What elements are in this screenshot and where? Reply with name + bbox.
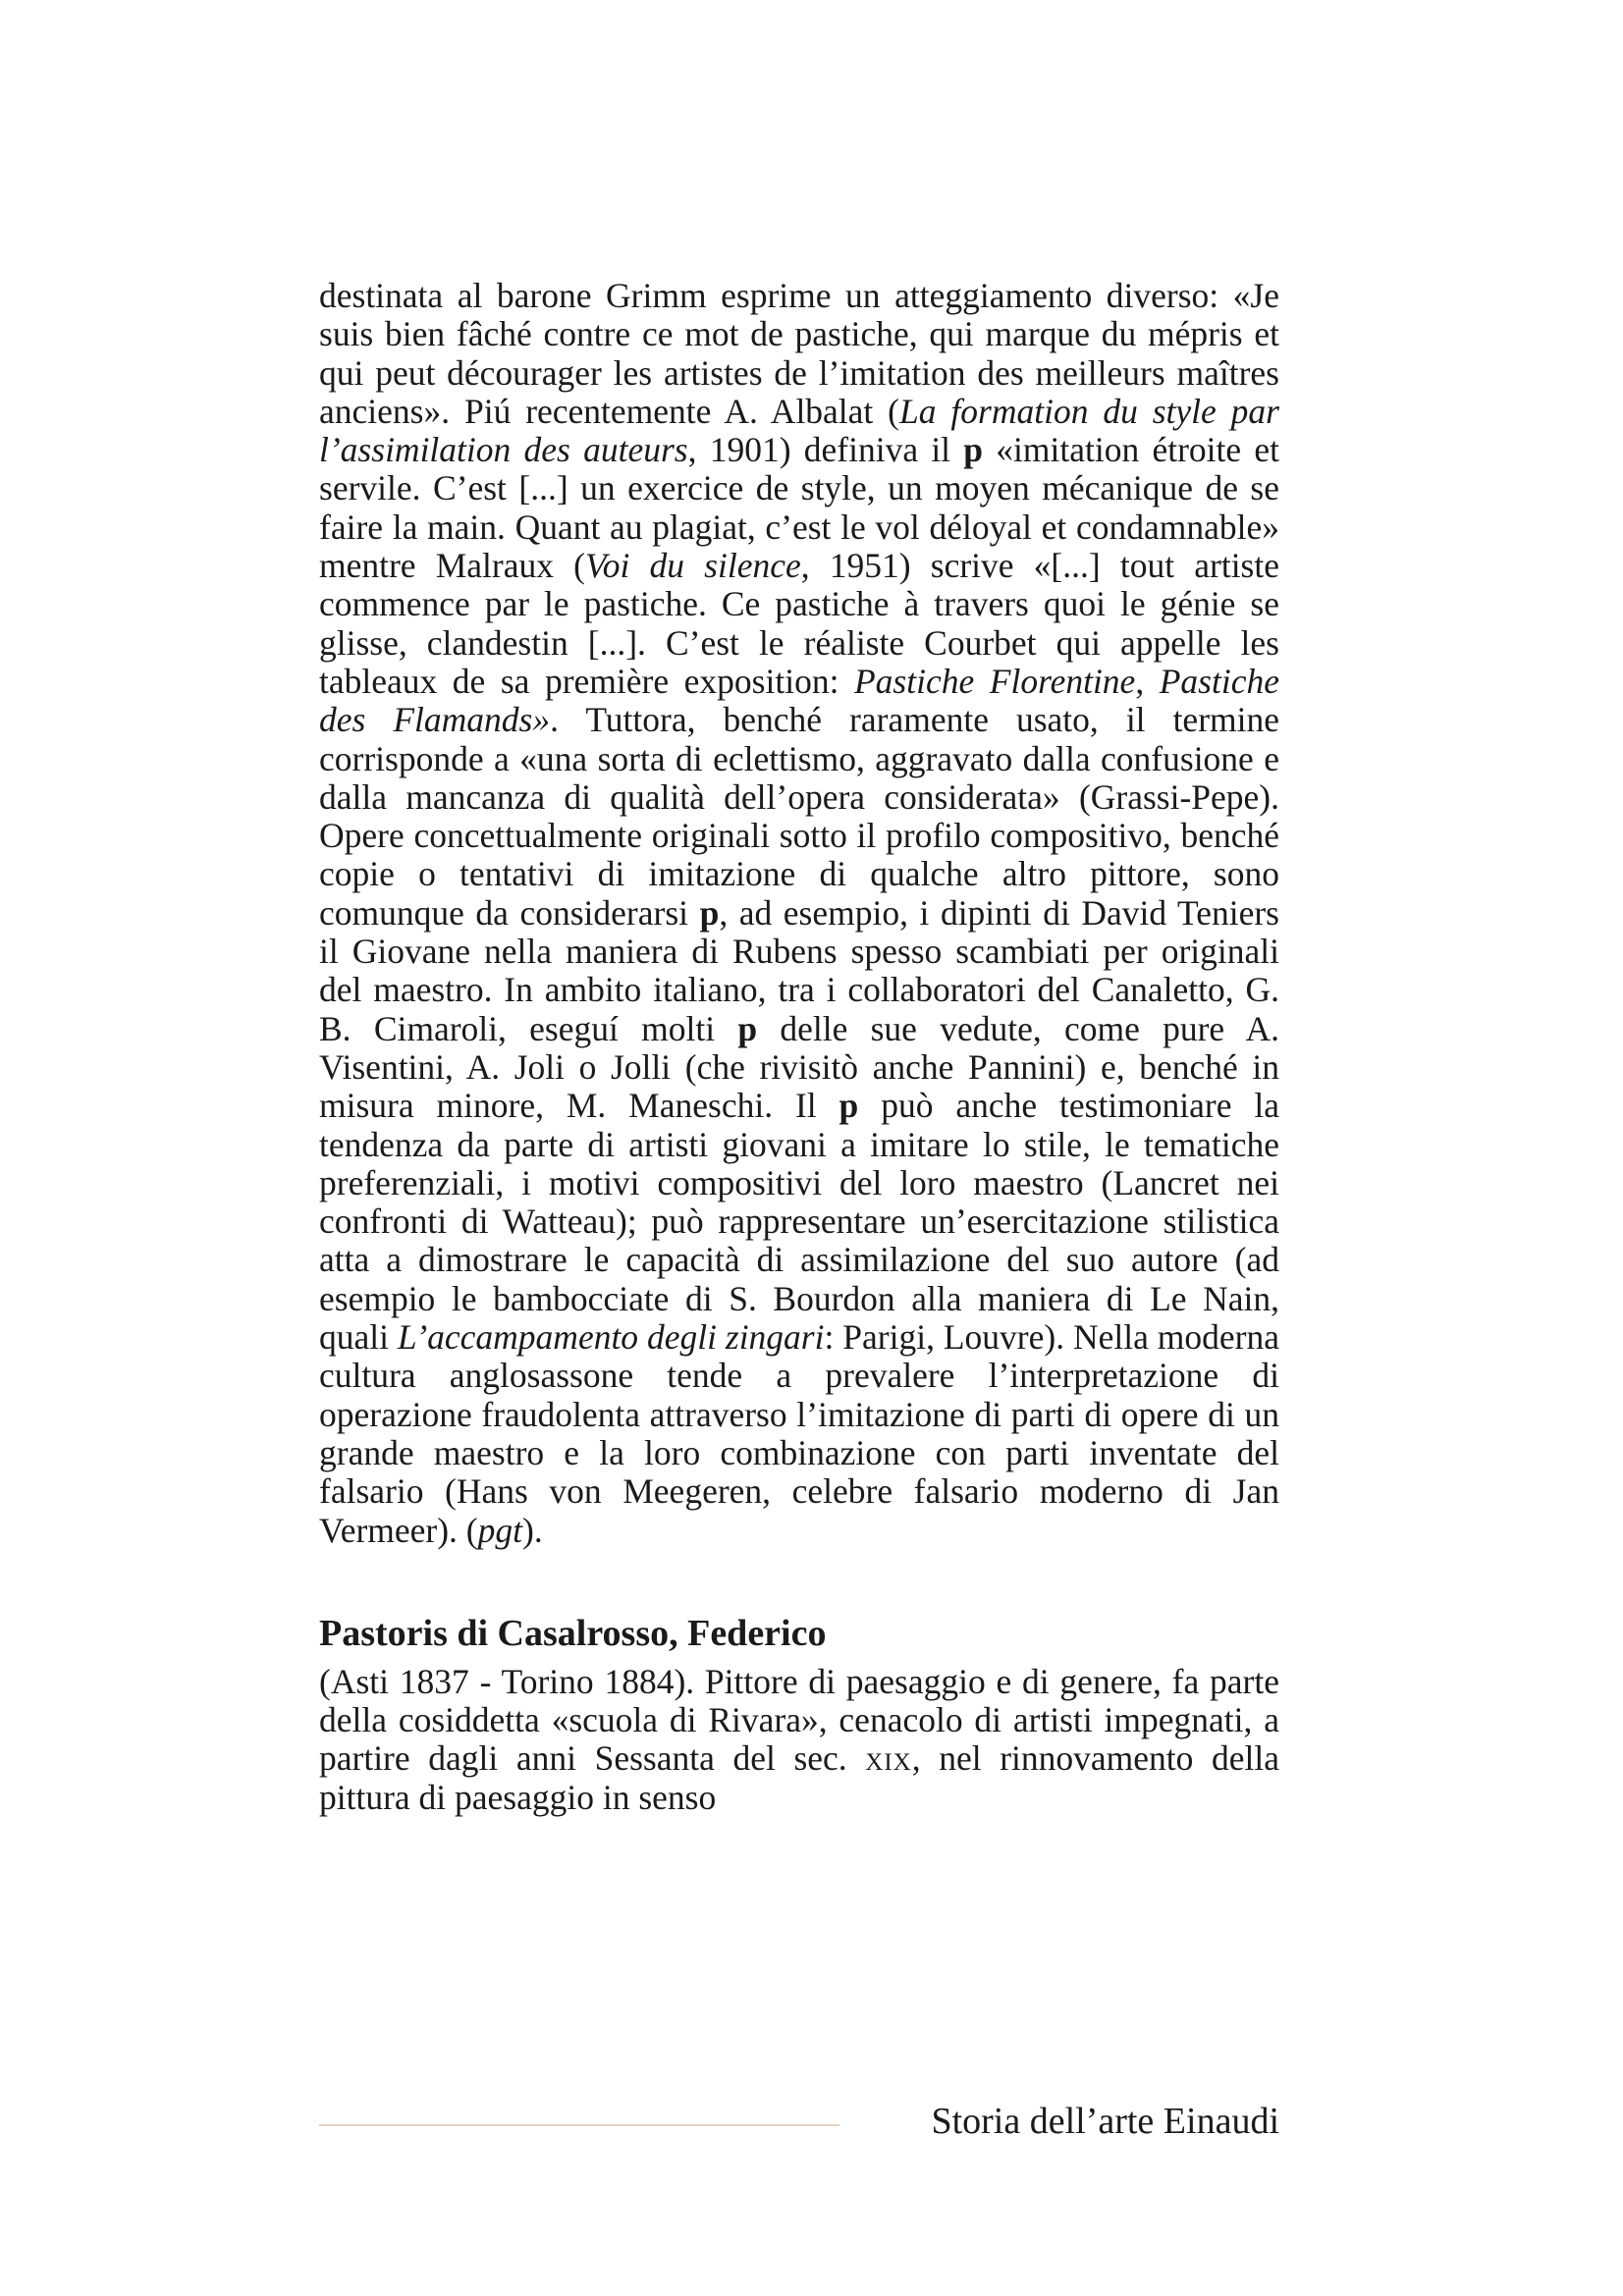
italic-title: La formation du style par l’assimilation des auteurs [319,391,1279,470]
page-footer [319,2097,1279,2146]
text-run: : Parigi, Louvre). Nella moderna cultura anglosassone tende a prevalere l’interpretazione di operazione fraudolenta attraverso l’imitazione di parti di opere di un grande maestro e la loro combinazione con parti inventate del falsario (Hans von Meegeren, celebre falsario moderno di Jan Vermeer). ( [319,1317,1279,1550]
italic-title: Voi du silence [584,546,801,586]
text-run: può anche testimoniare la tendenza da parte di artisti giovani a imitare lo stile, le tematiche preferenziali, i motivi compositivi del loro maestro (Lancret nei confronti di Watteau); può rappresentare un’esercitazione stilistica atta a dimostrare le capacità di assimilazione del suo autore (ad esempio le bambocciate di S. Bourdon alla maniera di Le Nain, quali [319,1086,1279,1358]
italic-title: L’accampamento degli zingari [397,1317,825,1358]
century-numeral: xix [865,1738,912,1779]
entry-abbreviation: p [839,1086,859,1126]
text-run: , 1901) definiva il [687,430,964,470]
text-run: delle sue vedute, come pure A. Visentini, A. Joli o Jolli (che rivisitò anche Pannini) e, benché in misura minore, M. Maneschi. Il [319,1008,1279,1126]
text-run: , nel rinnovamento della pittura di paesaggio in senso [319,1738,1279,1817]
page-body [319,277,1279,1817]
text-run: , ad esempio, i dipinti di David Teniers il Giovane nella maniera di Rubens spesso scambiati per originali del maestro. In ambito italiano, tra i collaboratori del Canaletto, G. B. Cimaroli, eseguí molti [319,892,1279,1048]
entry-heading: Pastoris di Casalrosso, Federico [319,1612,827,1654]
text-run: (Asti 1837 - Torino 1884). Pittore di paesaggio e di genere, fa parte della cosiddetta «scuola di Rivara», cenacolo di artisti impegnati, a partire dagli anni Sessanta del sec. [319,1661,1279,1779]
entry-abbreviation: p [737,1008,758,1048]
author-initials: pgt [477,1510,522,1550]
italic-title: Pastiche Florentine [853,661,1136,701]
italic-title: Pastiche des Flamands» [319,661,1279,740]
text-run: «imitation étroite et servile. C’est [...] un exercice de style, un moyen mécanique de se faire la main. Quant au plagiat, c’est le vol déloyal et condamnable» mentre Malraux ( [319,430,1280,586]
text-run: . Tuttora, benché raramente usato, il termine corrisponde a «una sorta di eclettismo, aggravato dalla confusione e dalla mancanza di qualità dell’opera considerata» (Grassi-Pepe). Opere concettualmente originali sotto il profilo compositivo, benché copie o tentativi di imitazione di qualche altro pittore, sono comunque da considerarsi [319,700,1279,933]
footer-rule [319,2124,839,2126]
text-run: ). [522,1510,543,1550]
entry-abbreviation: p [699,892,720,933]
text-run: destinata al barone Grimm esprime un atteggiamento diverso: «Je suis bien fâché contre ce mot de pastiche, qui marque du mépris et qui peut décourager les artistes de l’imitation des meilleurs maîtres anciens». Piú recentemente A. Albalat ( [319,276,1279,431]
article-paragraph [319,277,1279,1550]
entry-paragraph [319,1663,1279,1817]
entry-abbreviation: p [963,430,984,470]
footer-title: Storia dell’arte Einaudi [931,2101,1279,2142]
text-run: , 1951) scrive «[...] tout artiste commence par le pastiche. Ce pastiche à travers quoi le génie se glisse, clandestin [...]. C’est le réaliste Courbet qui appelle les tableaux de sa première exposition: [319,546,1279,701]
text-run: , [1135,661,1160,701]
